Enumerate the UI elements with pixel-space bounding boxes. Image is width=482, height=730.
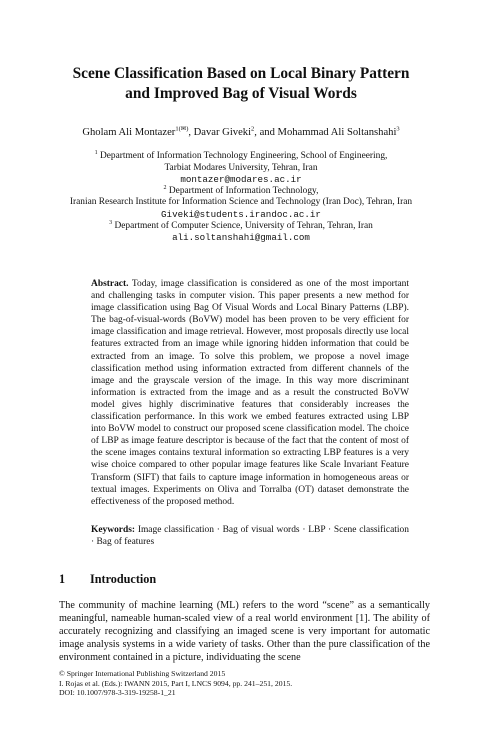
author-2-name: Davar Giveki: [193, 127, 252, 138]
title-line-1: Scene Classification Based on Local Binary Pattern: [72, 65, 410, 82]
footer-citation: I. Rojas et al. (Eds.): IWANN 2015, Part I, LNCS 9094, pp. 241–251, 2015.: [59, 678, 293, 688]
affiliation-2-email[interactable]: Giveki@students.irandoc.ac.ir: [161, 208, 321, 220]
author-1-name: Gholam Ali Montazer: [82, 127, 176, 138]
keywords-label: Keywords:: [91, 524, 136, 535]
affiliations: [10, 151, 472, 244]
abstract-paragraph: [91, 278, 409, 508]
title-line-2: and Improved Bag of Visual Words: [125, 85, 357, 102]
keywords-text: Image classification · Bag of visual words · LBP · Scene classification · Bag of features: [91, 524, 409, 547]
affiliation-3-marker: 3: [109, 219, 113, 226]
section-heading: [59, 571, 429, 587]
footer-copyright: © Springer International Publishing Switzerland 2015: [59, 669, 226, 678]
affiliation-3-email[interactable]: ali.soltanshahi@gmail.com: [172, 232, 310, 244]
introduction-body: [59, 599, 430, 664]
section-title: Introduction: [90, 572, 157, 586]
author-list: Gholam Ali Montazer$^{1(✉)}$, Davar Giveki$^2$, and Mohammad Ali Soltanshahi$^3$: [82, 125, 400, 138]
affiliation-2-line-1: $^2$ Department of Information Technology,: [163, 184, 319, 196]
affiliation-1-line-1: $^1$ Department of Information Technology Engineering, School of Engineering,: [94, 149, 388, 161]
section-number: 1: [59, 572, 66, 586]
author-2-superscript: 2: [251, 125, 255, 133]
affiliation-1-email[interactable]: montazer@modares.ac.ir: [180, 174, 302, 186]
author-3-name: and Mohammad Ali Soltanshahi: [259, 127, 397, 138]
author-3-superscript: 3: [396, 125, 400, 133]
keywords-paragraph: [91, 524, 409, 548]
paper-title: [40, 64, 442, 104]
copyright-footer: [59, 669, 430, 698]
abstract-text: Today, image classification is considered as one of the most important and challenging tasks in computer vision. This paper presents a new method for image classification using Bag Of Visual Words and Local Binary Patterns (LBP). The bag-of-visual-words (BoVW) model has been proven to be very efficient for image classification and image retrieval. However, most proposals directly use local features extracted from an image while ignoring hidden information that could be extracted from an image. To solve this problem, we propose a novel image classification method using information extracted from different channels of the image and the grayscale version of the image. In this way more discriminant information is extracted from the image and as a result the constructed BoVW model gives highly discriminative features that considerably increases the classification performance. In this work we embed features extracted using LBP into BoVW model to construct our proposed scene classification model. The choice of LBP as image feature descriptor is because of the fact that the content of most of the scene images contains textural information so extracting LBP features is a very wise choice compared to other popular image features like Scale Invariant Feature Transform (SIFT) that fails to capture image information in homogeneous areas or textual images. Experiments on Oliva and Torralba (OT) dataset demonstrate the effectiveness of the proposed method.: [91, 279, 409, 507]
abstract-label: Abstract.: [91, 279, 129, 289]
affiliation-2-line-2: Iranian Research Institute for Information Science and Technology (Iran Doc), Tehran, Iran: [69, 197, 413, 208]
footer-doi[interactable]: DOI: 10.1007/978-3-319-19258-1_21: [59, 688, 176, 698]
affiliation-2-marker: 2: [163, 184, 167, 191]
abstract-block: [91, 278, 409, 548]
author-1-superscript: 1(✉): [175, 125, 189, 133]
affiliation-3-line-1: $^3$ Department of Computer Science, University of Tehran, Tehran, Iran: [109, 219, 373, 231]
introduction-paragraph: The community of machine learning (ML) refers to the word “scene” as a semantically meaningful, nameable human-scaled view of a real world environment [1]. The ability of accurately recognizing and classifying an imaged scene is very important for automatic image analysis systems in a wide variety of tasks. Other than the pure classification of the environment contained in a picture, individuating the scene: [59, 600, 430, 664]
affiliation-1-marker: 1: [94, 149, 98, 156]
affiliation-1-line-2: Tarbiat Modares University, Tehran, Iran: [164, 162, 318, 173]
